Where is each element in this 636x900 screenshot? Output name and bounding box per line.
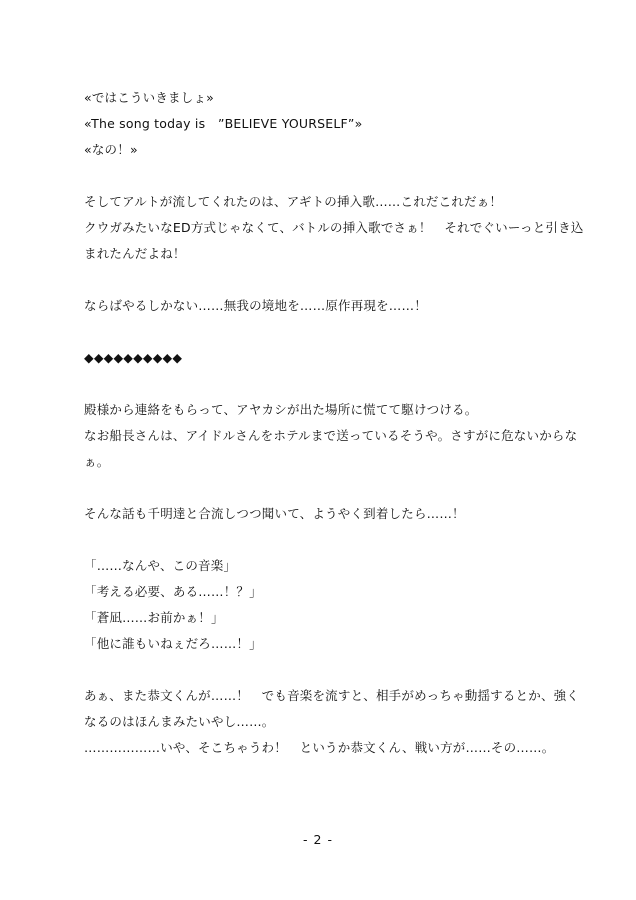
text-line: なお船長さんは、アイドルさんをホテルまで送っているそうや。さすがに危ないからな — [84, 428, 578, 443]
text-line: なるのはほんまみたいやし……。 — [84, 714, 275, 729]
text-line: «ではこういきましょ» — [84, 90, 214, 105]
text-line: ぁ。 — [84, 454, 110, 469]
text-line: ………………いや、そこちゃうわ！ というか恭文くん、戦い方が……その……。 — [84, 740, 555, 755]
dialogue-line: 「他に誰もいねぇだろ……！」 — [84, 636, 262, 651]
text-line: そしてアルトが流してくれたのは、アギトの挿入歌……これだこれだぁ！ — [84, 194, 503, 209]
text-line: «なの！» — [84, 142, 138, 157]
text-line: そんな話も千明達と合流しつつ聞いて、ようやく到着したら……！ — [84, 506, 465, 521]
text-line: ならばやるしかない……無我の境地を……原作再現を……！ — [84, 298, 427, 313]
text-line: あぁ、また恭文くんが……！ でも音楽を流すと、相手がめっちゃ動揺するとか、強く — [84, 688, 580, 703]
section-divider: ◆◆◆◆◆◆◆◆◆◆ — [84, 350, 183, 365]
text-line: クウガみたいなED方式じゃなくて、バトルの挿入歌でさぁ！ それでぐいーっと引き込 — [84, 220, 584, 235]
dialogue-line: 「考える必要、ある……！？」 — [84, 584, 262, 599]
text-line: «The song today is ”BELIEVE YOURSELF”» — [84, 116, 363, 131]
page-number: - 2 - — [303, 832, 333, 847]
text-line: まれたんだよね！ — [84, 246, 186, 261]
dialogue-line: 「……なんや、この音楽」 — [84, 558, 237, 573]
text-line: 殿様から連絡をもらって、アヤカシが出た場所に慌てて駆けつける。 — [84, 402, 478, 417]
dialogue-line: 「蒼凪……お前かぁ！」 — [84, 610, 224, 625]
